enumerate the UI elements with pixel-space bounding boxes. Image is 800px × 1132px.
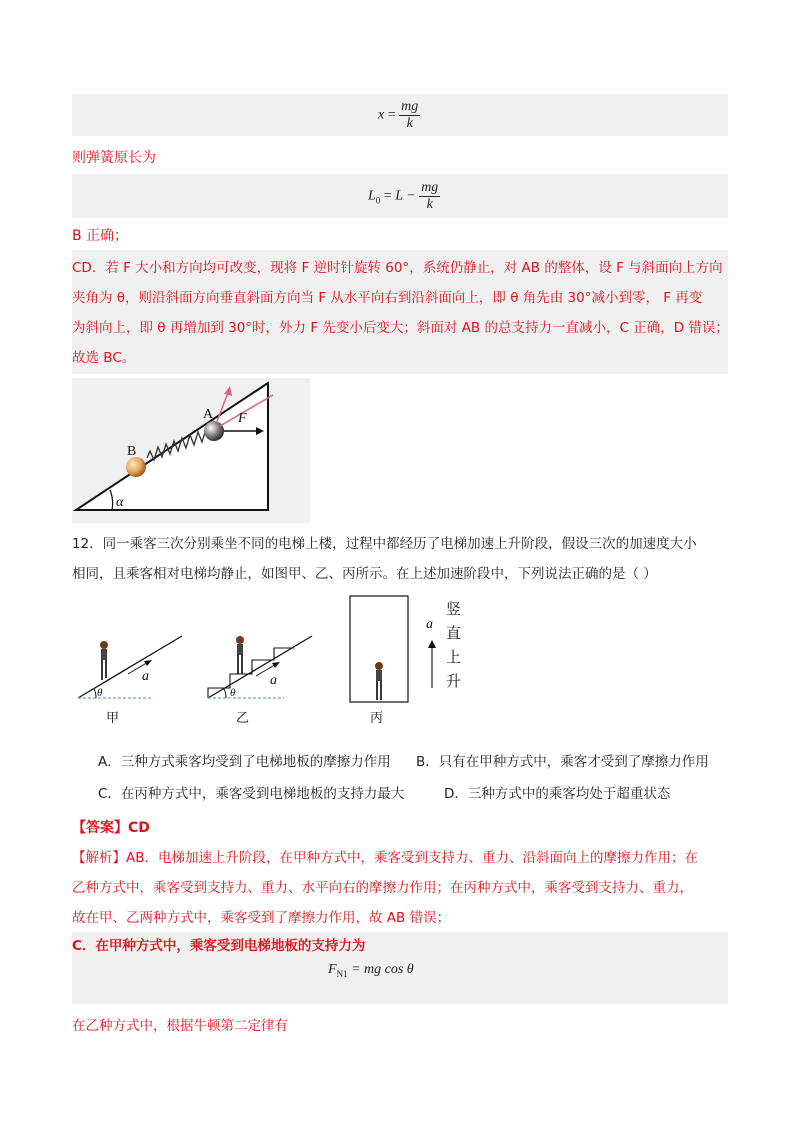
svg-text:直: 直 bbox=[446, 624, 462, 642]
option-d: D．三种方式中的乘客均处于超重状态 bbox=[444, 786, 671, 802]
elevator-figures bbox=[70, 592, 490, 732]
svg-text:a: a bbox=[142, 669, 149, 684]
incline-spring-diagram bbox=[72, 378, 310, 523]
label-b: B bbox=[127, 444, 137, 459]
text-b-correct: B 正确； bbox=[72, 228, 129, 244]
svg-text:上: 上 bbox=[446, 648, 462, 666]
analysis-line-2: 乙种方式中，乘客受到支持力、重力、水平向右的摩擦力作用；在丙种方式中，乘客受到支持力、重力， bbox=[72, 880, 693, 896]
formula-box-2 bbox=[72, 174, 728, 218]
svg-text:θ: θ bbox=[230, 687, 236, 699]
figure-yi bbox=[208, 636, 312, 726]
option-b: B．只有在甲种方式中，乘客才受到了摩擦力作用 bbox=[416, 754, 709, 770]
formula-fn1: $F_{N1}$ = mg cos θ bbox=[328, 962, 414, 979]
label-f: F bbox=[238, 411, 247, 426]
figure-jia bbox=[78, 636, 182, 726]
cd-explanation-box bbox=[72, 250, 728, 374]
passenger-jia bbox=[100, 641, 108, 680]
formula-box-1 bbox=[72, 94, 728, 136]
label-bing: 丙 bbox=[370, 711, 384, 726]
svg-text:θ: θ bbox=[97, 687, 103, 699]
c-formula-box bbox=[72, 932, 728, 1004]
analysis-line-1: 【解析】AB．电梯加速上升阶段，在甲种方式中，乘客受到支持力、重力、沿斜面向上的摩擦力作用；在 bbox=[72, 850, 698, 866]
figure-bing bbox=[350, 596, 461, 726]
last-line: 在乙种方式中，根据牛顿第二定律有 bbox=[72, 1018, 288, 1034]
text-original-length: 则弹簧原长为 bbox=[72, 150, 156, 166]
cd-line-3: 为斜向上，即 θ 再增加到 30°时，外力 F 先变小后变大；斜面对 AB 的总支持力一直减小，C 正确，D 错误； bbox=[72, 320, 729, 336]
ball-a bbox=[204, 421, 224, 441]
answer: 【答案】CD bbox=[72, 820, 150, 836]
incline-figure-box bbox=[72, 378, 310, 523]
label-jia: 甲 bbox=[106, 711, 120, 726]
svg-text:升: 升 bbox=[446, 672, 462, 690]
cd-line-1: CD．若 F 大小和方向均可改变，现将 F 逆时针旋转 60°，系统仍静止，对 AB 的整体，设 F 与斜面向上方向 bbox=[72, 260, 723, 276]
label-yi: 乙 bbox=[236, 711, 250, 726]
option-a: A．三种方式乘客均受到了电梯地板的摩擦力作用 bbox=[98, 754, 391, 770]
label-alpha: α bbox=[116, 495, 124, 510]
question-12-line-1: 12．同一乘客三次分别乘坐不同的电梯上楼，过程中都经历了电梯加速上升阶段，假设三次的加速度大小 bbox=[72, 536, 697, 552]
label-a: A bbox=[203, 407, 214, 422]
svg-text:a: a bbox=[426, 617, 433, 632]
formula-l0: $L_0 = L$ − $\frac{mg}{k}$ bbox=[368, 180, 439, 212]
ball-b bbox=[126, 457, 146, 477]
svg-text:a: a bbox=[270, 673, 277, 688]
passenger-yi bbox=[236, 636, 244, 674]
cd-line-4: 故选 BC。 bbox=[72, 350, 136, 366]
analysis-line-3: 故在甲、乙两种方式中，乘客受到了摩擦力作用，故 AB 错误； bbox=[72, 910, 451, 926]
cd-line-2: 夹角为 θ，则沿斜面方向垂直斜面方向当 F 从水平向右到沿斜面向上，即 θ 角先由 30°减小到零， F 再变 bbox=[72, 290, 703, 306]
question-12-line-2: 相同，且乘客相对电梯均静止，如图甲、乙、丙所示。在上述加速阶段中，下列说法正确的是（ ） bbox=[72, 566, 657, 582]
option-c: C．在丙种方式中，乘客受到电梯地板的支持力最大 bbox=[98, 786, 405, 802]
c-line: C．在甲种方式中，乘客受到电梯地板的支持力为 bbox=[72, 938, 366, 954]
svg-text:竖: 竖 bbox=[446, 600, 462, 618]
formula-x-equals-mg-over-k: x = $\frac{mg}{k}$ bbox=[378, 99, 419, 131]
